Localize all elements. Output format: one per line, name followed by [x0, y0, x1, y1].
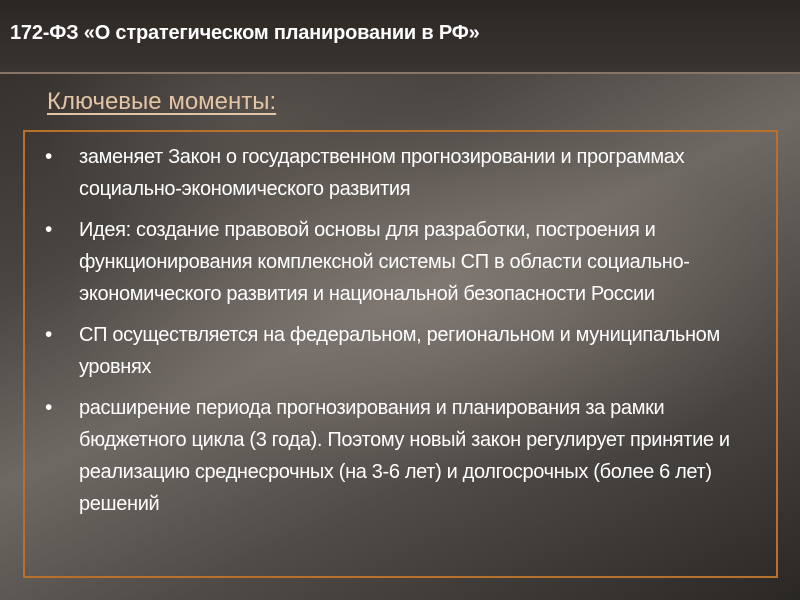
bullet-icon: •	[45, 323, 53, 346]
bullet-item	[45, 319, 755, 383]
bullet-text: заменяет Закон о государственном прогнозировании и программах социально-экономического развития	[79, 146, 685, 200]
slide-subtitle: Ключевые моменты:	[47, 88, 277, 115]
bullet-item	[45, 141, 755, 205]
bullet-item	[45, 214, 755, 310]
bullet-text: СП осуществляется на федеральном, региональном и муниципальном уровнях	[79, 324, 720, 378]
slide-title: 172-ФЗ «О стратегическом планировании в РФ»	[10, 22, 480, 44]
header-bar	[0, 0, 800, 74]
bullet-icon: •	[45, 218, 53, 241]
bullet-list	[45, 141, 755, 529]
bullet-icon: •	[45, 396, 53, 419]
bullet-icon: •	[45, 145, 53, 168]
bullet-text: Идея: создание правовой основы для разработки, построения и функционирования комплексной системы СП в области социально-экономического развития и национальной безопасности России	[79, 219, 690, 305]
bullet-item	[45, 392, 755, 520]
bullet-text: расширение периода прогнозирования и планирования за рамки бюджетного цикла (3 года). Поэтому новый закон регулирует принятие и реализацию среднесрочных (на 3-6 лет) и долгосрочных (более 6 лет) решений	[79, 397, 730, 515]
